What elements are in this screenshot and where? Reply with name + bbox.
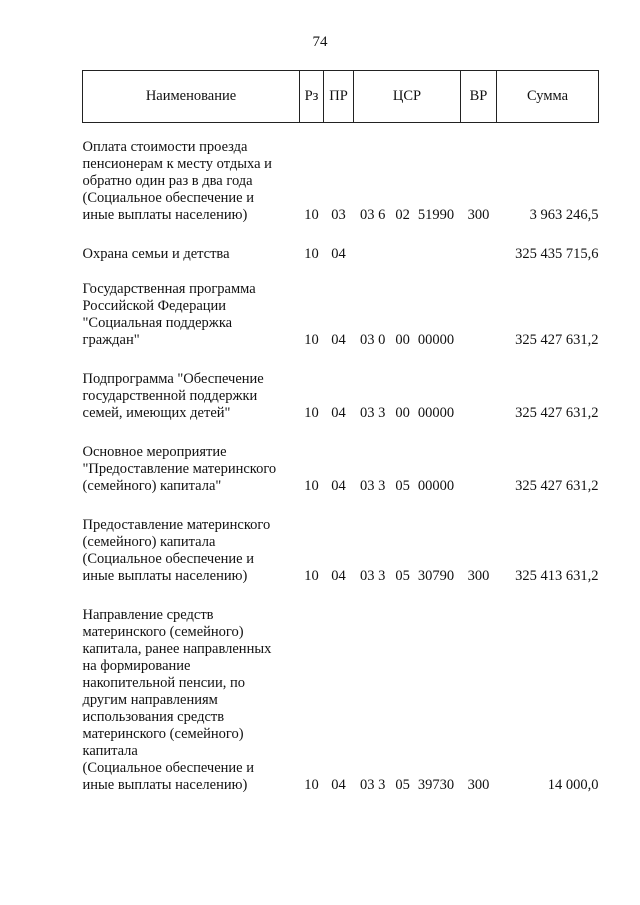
row-csr-part: 03 3 xyxy=(359,405,386,421)
row-csr-part: 00000 xyxy=(417,332,455,348)
row-vr xyxy=(461,444,497,495)
spacer-row xyxy=(83,123,599,140)
row-name-line: Подпрограмма "Обеспечение xyxy=(82,371,264,387)
row-name-line: семей, имеющих детей" xyxy=(82,405,231,421)
row-rz: 10 xyxy=(304,478,319,494)
row-csr-parts xyxy=(354,207,461,224)
row-vr xyxy=(461,371,497,422)
row-name xyxy=(83,517,300,585)
row-name xyxy=(83,371,300,422)
row-csr-part: 05 xyxy=(395,777,410,793)
row-sum: 325 413 631,2 xyxy=(515,568,599,584)
header-name: Наименование xyxy=(83,71,300,123)
header-sum: Сумма xyxy=(497,71,599,123)
row-csr-part: 05 xyxy=(395,478,410,494)
row-name-line: Оплата стоимости проезда xyxy=(82,139,248,155)
row-pr: 04 xyxy=(331,478,346,494)
table-row xyxy=(83,246,599,263)
row-name xyxy=(83,281,300,349)
row-vr: 300 xyxy=(467,207,490,223)
row-csr xyxy=(354,444,461,495)
row-csr-part: 30790 xyxy=(417,568,455,584)
row-vr: 300 xyxy=(467,777,490,793)
row-pr: 03 xyxy=(331,207,346,223)
row-name xyxy=(83,607,300,794)
budget-table xyxy=(82,70,599,794)
row-name-line: (Социальное обеспечение и xyxy=(82,190,255,206)
row-csr-parts xyxy=(354,568,461,585)
spacer-row xyxy=(83,224,599,246)
table-row xyxy=(83,371,599,422)
row-name-line: Охрана семьи и детства xyxy=(82,246,230,262)
row-name-line: "Социальная поддержка xyxy=(82,315,233,331)
row-csr-parts xyxy=(354,332,461,349)
row-name-line: капитала xyxy=(82,743,138,759)
row-name-line: пенсионерам к месту отдыха и xyxy=(82,156,272,172)
row-csr-parts xyxy=(354,777,461,794)
row-name-line: Основное мероприятие xyxy=(82,444,227,460)
row-name-line: Предоставление материнского xyxy=(82,517,271,533)
row-sum: 325 427 631,2 xyxy=(515,332,599,348)
header-rz: Рз xyxy=(300,71,324,123)
row-pr: 04 xyxy=(331,332,346,348)
row-name-line: граждан" xyxy=(82,332,140,348)
row-csr xyxy=(354,246,461,263)
row-csr-part: 00 xyxy=(395,332,410,348)
row-csr xyxy=(354,371,461,422)
row-pr: 04 xyxy=(331,405,346,421)
row-name-line: иные выплаты населению) xyxy=(82,777,248,793)
row-rz: 10 xyxy=(304,405,319,421)
row-name-line: (семейного) капитала xyxy=(82,534,216,550)
row-name xyxy=(83,444,300,495)
row-vr xyxy=(461,281,497,349)
spacer-row xyxy=(83,263,599,281)
row-name-line: иные выплаты населению) xyxy=(82,568,248,584)
row-sum: 325 435 715,6 xyxy=(515,246,599,262)
row-name-line: материнского (семейного) xyxy=(82,726,244,742)
row-rz: 10 xyxy=(304,777,319,793)
row-sum: 325 427 631,2 xyxy=(515,478,599,494)
row-csr-part: 03 3 xyxy=(359,777,386,793)
row-csr xyxy=(354,281,461,349)
row-vr xyxy=(461,246,497,263)
row-csr-part: 03 6 xyxy=(359,207,386,223)
row-csr-part: 39730 xyxy=(417,777,455,793)
row-name-line: использования средств xyxy=(82,709,225,725)
page-number: 74 xyxy=(312,34,328,50)
table-row xyxy=(83,517,599,585)
row-pr: 04 xyxy=(331,246,346,262)
spacer-row xyxy=(83,495,599,517)
row-sum: 325 427 631,2 xyxy=(515,405,599,421)
row-csr xyxy=(354,517,461,585)
spacer-row xyxy=(83,585,599,607)
row-sum: 14 000,0 xyxy=(547,777,599,793)
table-row xyxy=(83,139,599,224)
row-pr: 04 xyxy=(331,777,346,793)
header-pr: ПР xyxy=(324,71,354,123)
header-vr: ВР xyxy=(461,71,497,123)
row-csr-part: 03 3 xyxy=(359,568,386,584)
row-csr-part: 03 3 xyxy=(359,478,386,494)
row-name-line: материнского (семейного) xyxy=(82,624,244,640)
spacer-row xyxy=(83,349,599,371)
row-rz: 10 xyxy=(304,246,319,262)
table-row xyxy=(83,607,599,794)
row-name-line: иные выплаты населению) xyxy=(82,207,248,223)
row-name-line: (Социальное обеспечение и xyxy=(82,551,255,567)
row-csr-parts xyxy=(354,478,461,495)
row-name-line: государственной поддержки xyxy=(82,388,258,404)
row-vr: 300 xyxy=(467,568,490,584)
row-rz: 10 xyxy=(304,568,319,584)
row-name xyxy=(83,246,300,263)
row-name-line: накопительной пенсии, по xyxy=(82,675,245,691)
row-csr xyxy=(354,607,461,794)
header-csr: ЦСР xyxy=(354,71,461,123)
row-csr-parts xyxy=(354,405,461,422)
row-sum: 3 963 246,5 xyxy=(529,207,599,223)
row-name-line: (Социальное обеспечение и xyxy=(82,760,255,776)
row-csr-part: 05 xyxy=(395,568,410,584)
row-name-line: "Предоставление материнского xyxy=(82,461,277,477)
row-csr xyxy=(354,139,461,224)
row-csr-part: 00000 xyxy=(417,405,455,421)
row-csr-part: 02 xyxy=(395,207,410,223)
row-csr-part: 03 0 xyxy=(359,332,386,348)
row-csr-part: 51990 xyxy=(417,207,455,223)
table-row xyxy=(83,444,599,495)
row-csr-part: 00 xyxy=(395,405,410,421)
spacer-row xyxy=(83,422,599,444)
table-header-row xyxy=(83,71,599,123)
row-name-line: другим направлениям xyxy=(82,692,218,708)
row-name-line: Направление средств xyxy=(82,607,214,623)
row-rz: 10 xyxy=(304,332,319,348)
row-name-line: капитала, ранее направленных xyxy=(82,641,272,657)
row-name-line: Государственная программа xyxy=(82,281,256,297)
row-pr: 04 xyxy=(331,568,346,584)
table-body xyxy=(83,123,599,795)
row-name xyxy=(83,139,300,224)
table-row xyxy=(83,281,599,349)
row-csr-part: 00000 xyxy=(417,478,455,494)
row-name-line: на формирование xyxy=(82,658,191,674)
row-name-line: Российской Федерации xyxy=(82,298,227,314)
row-name-line: обратно один раз в два года xyxy=(82,173,253,189)
row-rz: 10 xyxy=(304,207,319,223)
row-name-line: (семейного) капитала" xyxy=(82,478,222,494)
